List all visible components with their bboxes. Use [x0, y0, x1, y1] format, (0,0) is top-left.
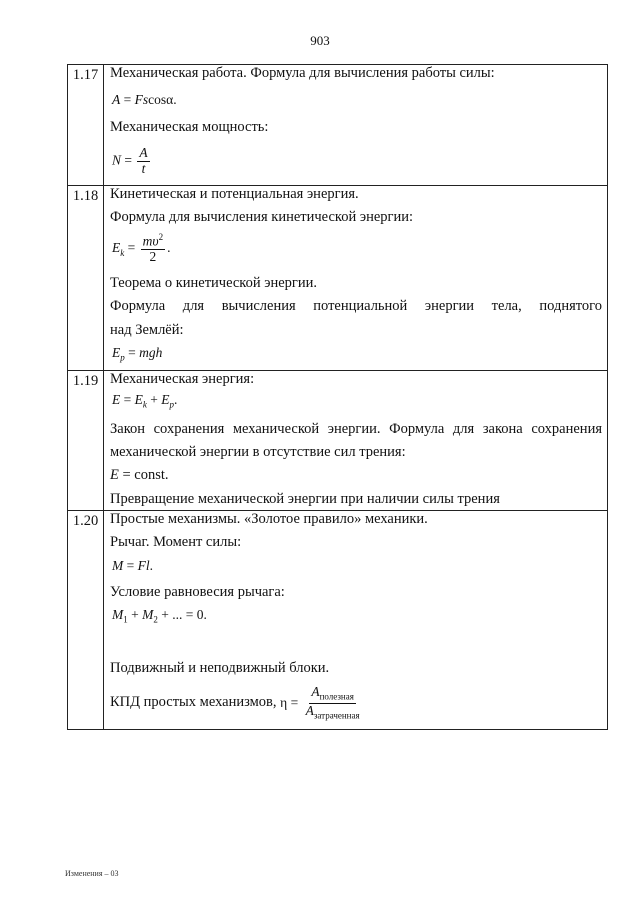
row-heading: Механическая энергия:	[110, 370, 255, 387]
blocks-label: Подвижный и неподвижный блоки.	[110, 659, 330, 676]
row-content	[104, 65, 608, 186]
power-label: Механическая мощность:	[110, 118, 269, 135]
work-formula: A = Fscosα.	[112, 92, 177, 108]
table-row	[68, 186, 608, 371]
row-number: 1.17	[68, 65, 104, 186]
row-number: 1.19	[68, 370, 104, 510]
footer-note: Изменения – 03	[65, 869, 119, 878]
row-content	[104, 511, 608, 730]
potential-line-1: Формула для вычисления потенциальной энергии тела, поднятого	[110, 298, 602, 315]
row-heading: Кинетическая и потенциальная энергия.	[110, 186, 359, 202]
table-row	[68, 511, 608, 730]
theorem-line: Теорема о кинетической энергии.	[110, 274, 318, 291]
kinetic-label: Формула для вычисления кинетической энергии:	[110, 209, 414, 226]
equilibrium-label: Условие равновесия рычага:	[110, 584, 285, 601]
energy-formula: $E = E_k + E_p$.	[112, 392, 178, 410]
lever-label: Рычаг. Момент силы:	[110, 534, 242, 551]
power-formula: N = $\frac{A}{t}$	[112, 144, 148, 176]
row-content	[104, 186, 608, 371]
const-formula: E = const.	[110, 467, 169, 484]
row-number: 1.18	[68, 186, 104, 371]
row-number: 1.20	[68, 511, 104, 730]
equilibrium-formula: $M_1 + M_2$ + ... = 0.	[112, 607, 207, 626]
friction-line: Превращение механической энергии при наличии силы трения	[110, 490, 500, 507]
moment-formula: M = Fl.	[112, 557, 153, 573]
row-heading: Механическая работа. Формула для вычисления работы силы:	[110, 65, 495, 81]
content-table	[67, 64, 608, 730]
kinetic-formula: $E_k$ = $\frac{m\upsilon^2}{2}$ .	[112, 231, 171, 265]
conservation-line-1: Закон сохранения механической энергии. Формула для закона сохранения	[110, 420, 602, 437]
potential-formula: $E_p$ = mgh	[112, 345, 163, 363]
page-number: 903	[310, 33, 330, 48]
table-row	[68, 370, 608, 510]
row-content	[104, 370, 608, 510]
efficiency-label: КПД простых механизмов,	[110, 694, 281, 711]
potential-line-2: над Землёй:	[110, 321, 184, 338]
row-heading: Простые механизмы. «Золотое правило» механики.	[110, 511, 428, 528]
efficiency-line	[110, 685, 602, 721]
conservation-line-2: механической энергии в отсутствие сил трения:	[110, 443, 406, 460]
table-row	[68, 65, 608, 186]
efficiency-formula: η = $\frac{A_{полезная}}{A_{затраченная}}$	[280, 684, 360, 721]
